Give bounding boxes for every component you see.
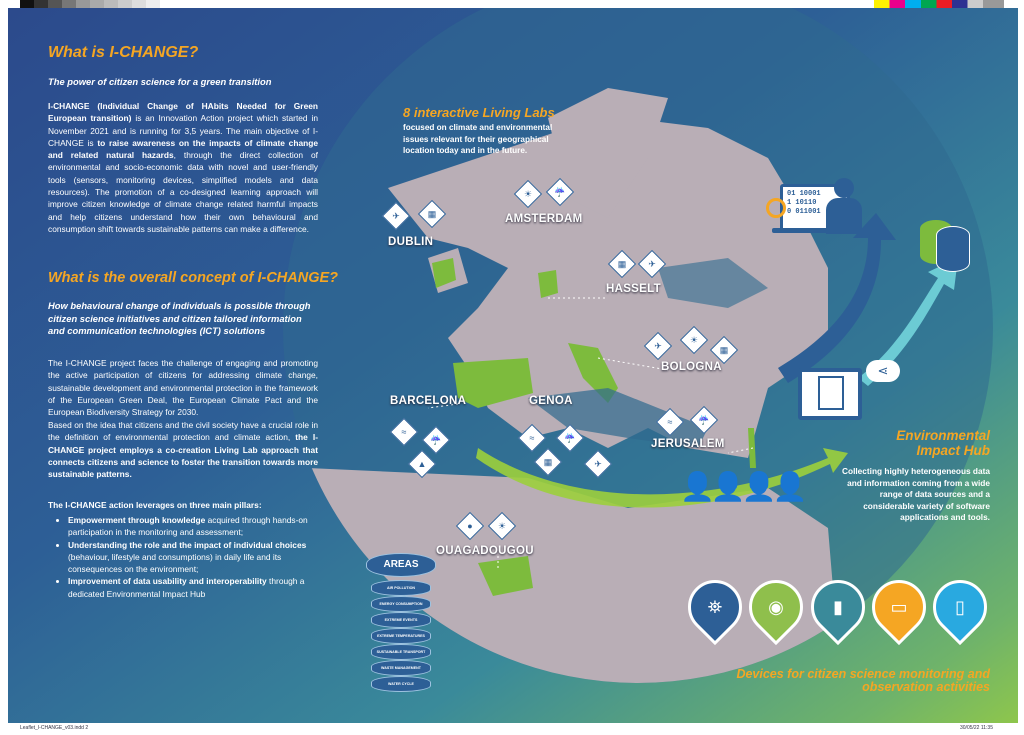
binary-data-text: 01 10001 1 10110 0 011001 — [787, 190, 821, 216]
waste-icon: ▦ — [710, 336, 738, 364]
paragraph-challenge: The I-CHANGE project faces the challenge of engaging and promoting the active participation of citizens for addressing climate change, sustainable development and environmental protection in the framework of the European Green Deal, the European Climate Pact and the European Biodiversity Strategy for 2030. — [48, 358, 318, 418]
transport-icon: ✈ — [644, 332, 672, 360]
city-label-bologna: BOLOGNA — [661, 361, 722, 373]
pillars-title: The I-CHANGE action leverages on three main pillars: — [48, 500, 262, 510]
living-labs-text: focused on climate and environmental issues relevant for their geographical location today and in the future. — [403, 123, 553, 155]
print-colorbar-cmyk — [874, 0, 1004, 8]
area-waste: WASTE MANAGEMENT — [371, 660, 431, 676]
leaflet-page — [8, 8, 1018, 723]
city-label-jerusalem: JERUSALEM — [651, 438, 725, 450]
city-label-genoa: GENOA — [529, 395, 573, 407]
devices-title: Devices for citizen science monitoring and observation activities — [736, 667, 990, 694]
pillars-list — [54, 514, 320, 600]
device-smartphone-app: ▯ — [922, 569, 998, 645]
rain-icon: ☔ — [546, 178, 574, 206]
flood-icon: ≈ — [390, 418, 418, 446]
person-body — [826, 198, 862, 234]
footer-timestamp: 30/05/22 11:35 — [960, 725, 993, 731]
hub-title: Environmental Impact Hub — [896, 428, 990, 458]
city-label-ouagadougou: OUAGADOUGOU — [436, 545, 534, 557]
subtitle-behavioural: How behavioural change of individuals is possible through citizen science initiatives and citizen tailored information and communication technologies (ICT) solutions — [48, 300, 311, 336]
citizens-group-icon: 👤👤👤👤 — [680, 471, 804, 502]
transport-icon: ✈ — [382, 202, 410, 230]
transport-icon: ✈ — [584, 450, 612, 478]
hub-text: Collecting highly heterogeneous data and information coming from a wide range of data sources and a considerable variety of software applications and tools. — [842, 466, 990, 522]
pillar-item: • Improvement of data usability and interoperability through a dedicated Environmental Impact Hub — [68, 575, 320, 600]
areas-header: AREAS — [366, 553, 436, 577]
device-rain-gauge: ▮ — [800, 569, 876, 645]
share-cloud-icon: ⋖ — [866, 360, 900, 382]
city-label-dublin: DUBLIN — [388, 236, 434, 248]
transport-icon: ✈ — [638, 250, 666, 278]
subtitle-power: The power of citizen science for a green transition — [48, 76, 272, 87]
paragraph-intro: I-CHANGE (Individual Change of HAbits Needed for Green European transition) is an Innovation Action project which started in November 2021 and is running for 3,5 years. The main objective of I-CHANGE is to raise awareness on the impacts of climate change and related natural hazards, through the direct collection of environmental and socio-economic data with novel and user-friendly tools (sensors, monitoring devices, simplified models and data resources). The promotion of a co-designed learning approach will improve citizen knowledge of climate change related harmful impacts and help citizens understand how their own behavioural and consumption shift towards sustainable patterns can make a difference. — [48, 101, 318, 234]
flood-icon: ≈ — [656, 408, 684, 436]
person-icon — [834, 178, 854, 198]
area-transport: SUSTAINABLE TRANSPORT — [371, 644, 431, 660]
pillar-item: • Understanding the role and the impact of individual choices (behaviour, lifestyle and consumptions) in daily life and its consequences on the environment; — [68, 539, 320, 576]
waste-icon: ▦ — [608, 250, 636, 278]
area-extreme-events: EXTREME EVENTS — [371, 612, 431, 628]
heading-overall-concept: What is the overall concept of I-CHANGE? — [48, 270, 339, 286]
rain-icon: ☔ — [556, 424, 584, 452]
waste-icon: ▦ — [418, 200, 446, 228]
device-weather-station: ⛯ — [677, 569, 753, 645]
print-colorbar-gray — [20, 0, 160, 8]
area-extreme-temperatures: EXTREME TEMPERATURES — [371, 628, 431, 644]
temperature-icon: ☀ — [680, 326, 708, 354]
area-water-cycle: WATER CYCLE — [371, 676, 431, 692]
city-label-hasselt: HASSELT — [606, 283, 661, 295]
waste-icon: ▦ — [534, 448, 562, 476]
heat-icon: ▲ — [408, 450, 436, 478]
temperature-icon: ☀ — [488, 512, 516, 540]
device-sensor-kit: ◉ — [738, 569, 814, 645]
footer-file-slug: Leaflet_I-CHANGE_v03.indd 2 — [20, 725, 89, 731]
document-monitor-icon — [798, 368, 862, 420]
netherlands-belgium-highlight — [538, 270, 558, 298]
device-air-monitor: ▭ — [861, 569, 937, 645]
temperature-icon: ☀ — [514, 180, 542, 208]
rain-icon: ☔ — [422, 426, 450, 454]
city-label-barcelona: BARCELONA — [390, 395, 467, 407]
energy-icon: ● — [456, 512, 484, 540]
flood-icon: ≈ — [518, 424, 546, 452]
rain-icon: ☔ — [690, 406, 718, 434]
living-labs-title: 8 interactive Living Labs — [403, 105, 555, 120]
heading-what-is: What is I-CHANGE? — [48, 44, 199, 61]
paragraph-living-lab: Based on the idea that citizens and the civil society have a crucial role in the definition of environmental protection and climate action, the I-CHANGE project employs a co-creation Living Lab approach that connects citizens and science to foster the transition towards more sustainable patterns. — [48, 420, 318, 480]
database-icon — [920, 220, 970, 268]
city-label-amsterdam: AMSTERDAM — [505, 213, 583, 225]
area-air-pollution: AIR POLLUTION — [371, 580, 431, 596]
magnifier-icon — [766, 198, 786, 218]
pillar-item: • Empowerment through knowledge acquired through hands-on participation in the monitoring and assessment; — [68, 514, 320, 539]
area-energy: ENERGY CONSUMPTION — [371, 596, 431, 612]
